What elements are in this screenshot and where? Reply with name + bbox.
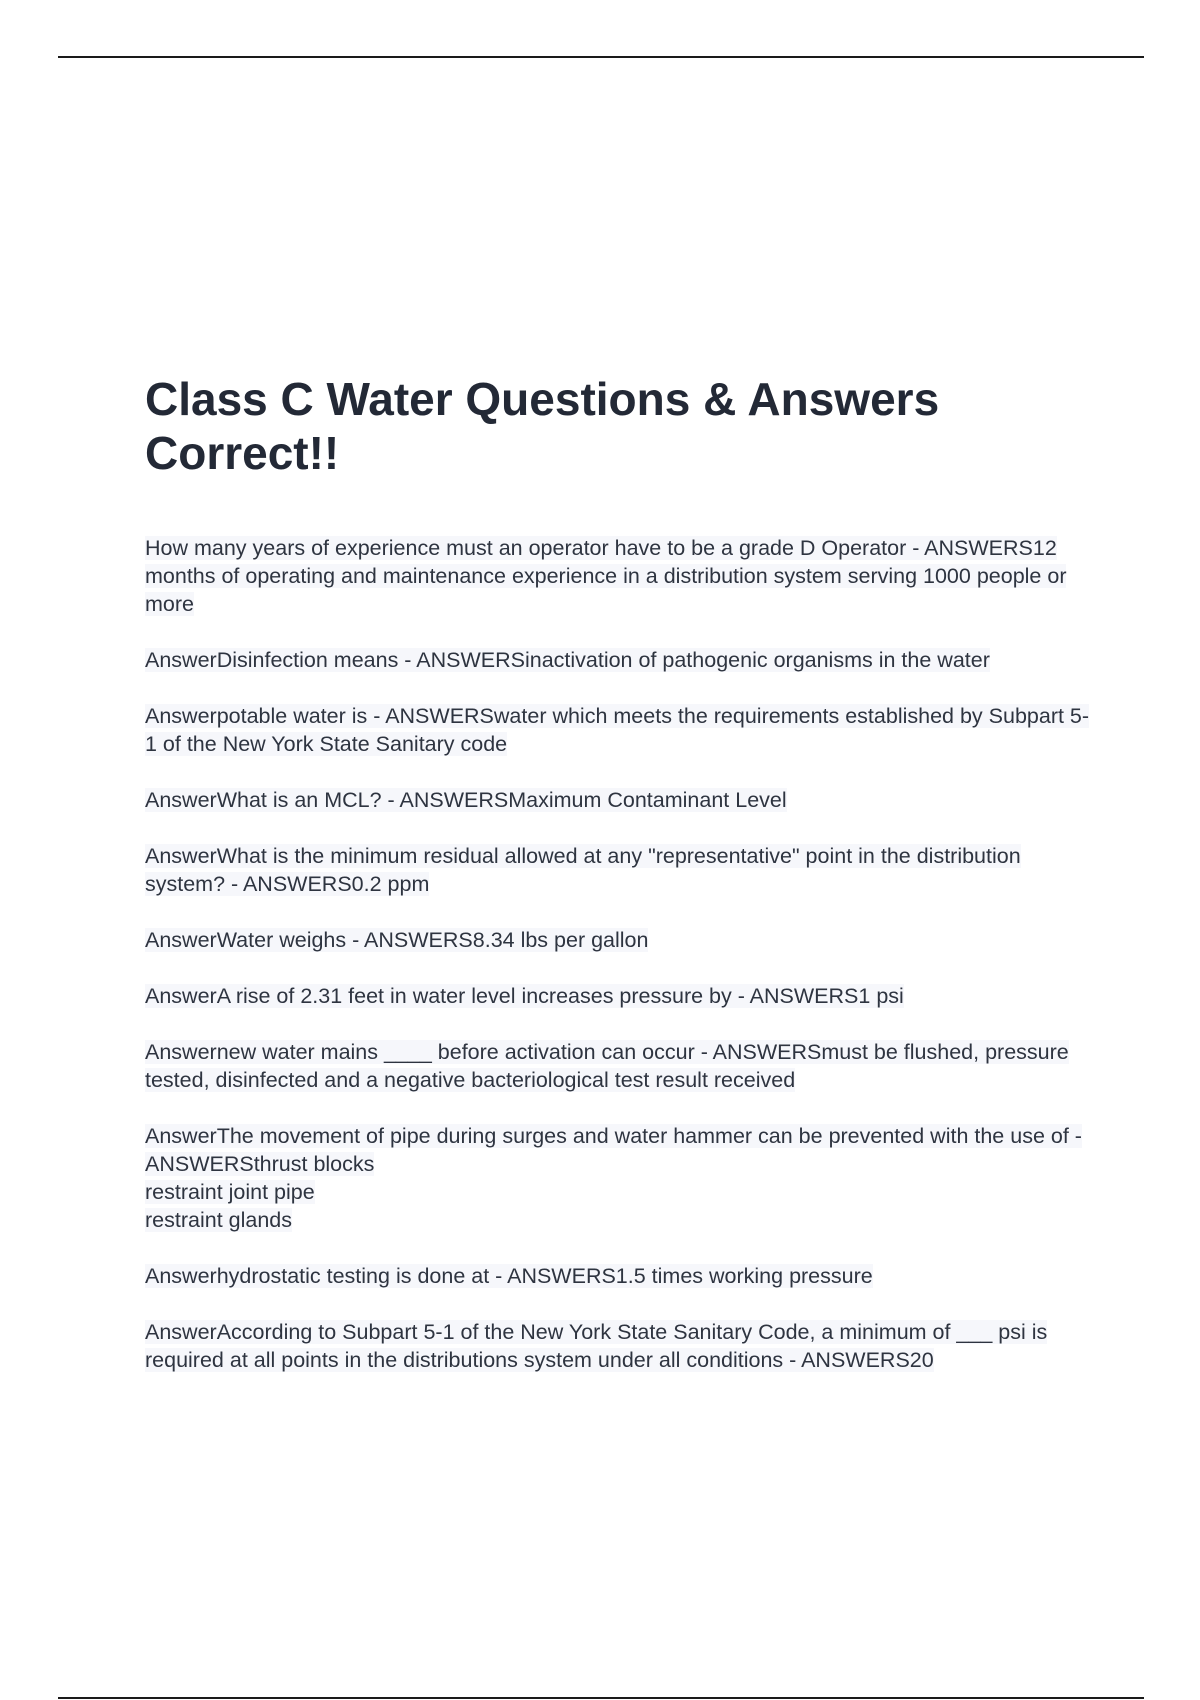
qa-item xyxy=(145,1318,1095,1374)
qa-text: AnswerWater weighs - ANSWERS8.34 lbs per gallon xyxy=(145,928,649,952)
qa-text: AnswerA rise of 2.31 feet in water level increases pressure by - ANSWERS1 psi xyxy=(145,984,904,1008)
qa-text: AnswerWhat is an MCL? - ANSWERSMaximum Contaminant Level xyxy=(145,788,787,812)
qa-list xyxy=(145,534,1095,1374)
qa-item xyxy=(145,1122,1095,1234)
qa-item xyxy=(145,926,1095,954)
qa-text: How many years of experience must an operator have to be a grade D Operator - ANSWERS12 months of operating and maintenance experience in a distribution system serving 1000 people or more xyxy=(145,536,1067,616)
qa-item xyxy=(145,702,1095,758)
qa-item xyxy=(145,842,1095,898)
qa-item xyxy=(145,646,1095,674)
qa-text: AnswerDisinfection means - ANSWERSinactivation of pathogenic organisms in the water xyxy=(145,648,990,672)
qa-item xyxy=(145,534,1095,618)
qa-text: AnswerAccording to Subpart 5-1 of the New York State Sanitary Code, a minimum of ___ psi is required at all points in the distributions system under all conditions - ANSWERS20 xyxy=(145,1320,1048,1372)
qa-item xyxy=(145,786,1095,814)
document-title: Class C Water Questions & Answers Correct!! xyxy=(145,373,940,479)
header-rule xyxy=(58,56,1144,58)
document-body xyxy=(145,372,1095,1402)
qa-item xyxy=(145,1038,1095,1094)
qa-text: Answerpotable water is - ANSWERSwater which meets the requirements established by Subpart 5-1 of the New York State Sanitary code xyxy=(145,704,1090,756)
footer-rule xyxy=(58,1697,1144,1699)
qa-text: AnswerThe movement of pipe during surges and water hammer can be prevented with the use of - ANSWERSthrust blocks restraint joint pipe restraint glands xyxy=(145,1124,1082,1232)
qa-item xyxy=(145,982,1095,1010)
qa-item xyxy=(145,1262,1095,1290)
qa-text: Answernew water mains ____ before activation can occur - ANSWERSmust be flushed, pressure tested, disinfected and a negative bacteriological test result received xyxy=(145,1040,1069,1092)
qa-text: Answerhydrostatic testing is done at - ANSWERS1.5 times working pressure xyxy=(145,1264,873,1288)
qa-text: AnswerWhat is the minimum residual allowed at any "representative" point in the distribution system? - ANSWERS0.2 ppm xyxy=(145,844,1021,896)
